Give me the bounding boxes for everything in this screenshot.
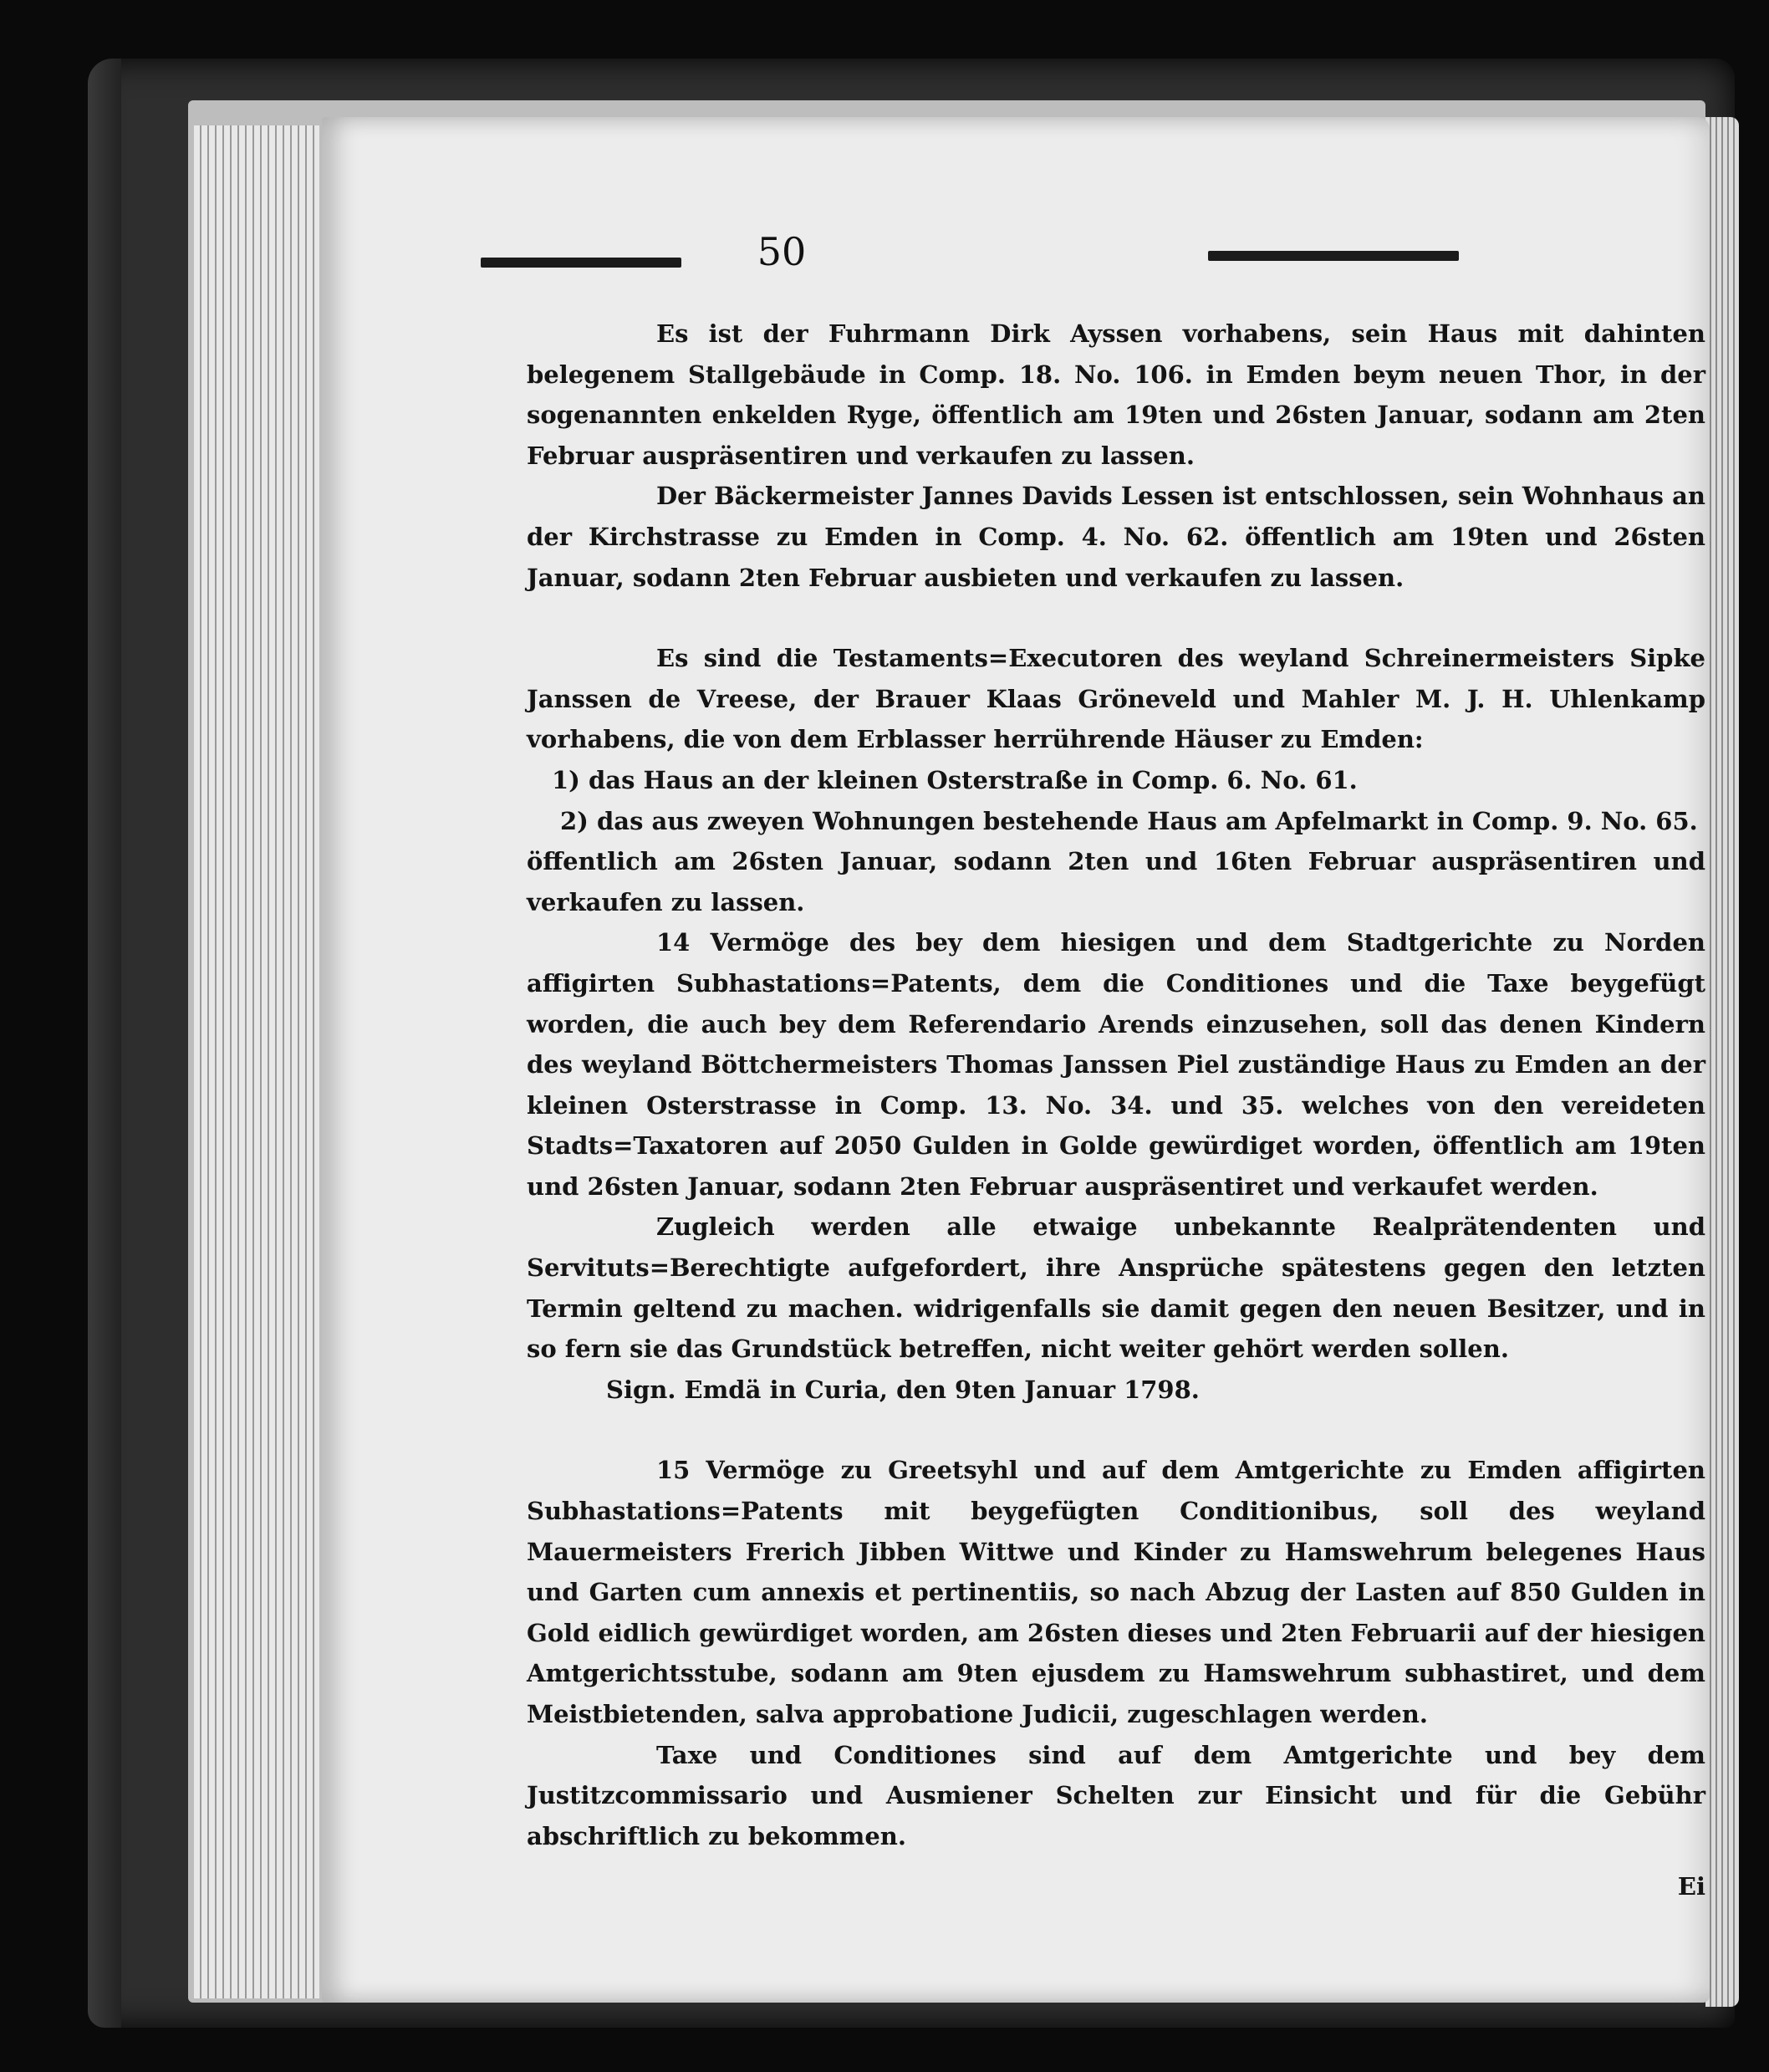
notice-14-creditors: Zugleich werden alle etwaige unbekannte Realprätendenten und Servituts=Berechtigte aufgefordert, ihre Ansprüche spätestens gegen den letzten Termin geltend zu machen. widrigenfalls sie damit gegen den neuen Besitzer, und in so fern sie das Grundstück betreffen, nicht weiter gehört werden sollen. xyxy=(527,1212,1705,1364)
signature-line: Sign. Emdä in Curia, den 9ten Januar 1798. xyxy=(606,1375,1200,1404)
header-rule-left xyxy=(481,258,681,268)
notice-testament-executors: Es sind die Testaments=Executoren des weyland Schreinermeisters Sipke Janssen de Vreese, der Brauer Klaas Gröneveld und Mahler M. J. H. Uhlenkamp vorhabens, die von dem Erblasser herrührende Häuser zu Emden: xyxy=(527,644,1705,754)
page-number: 50 xyxy=(757,229,807,274)
notice-15-subhastation: 15 Vermöge zu Greetsyhl und auf dem Amtgerichte zu Emden affigirten Subhastations=Patents mit beygefügten Conditionibus, soll des weyland Mauermeisters Frerich Jibben Wittwe und Kinder zu Hamswehrum belegenes Haus und Garten cum annexis et pertinentiis, so nach Abzug der Lasten auf 850 Gulden in Gold eidlich gewürdiget worden, am 26sten dieses und 2ten Februarii auf der hiesigen Amtgerichtsstube, sodann am 9ten ejusdem zu Hamswehrum subhastiret, und dem Meistbietenden, salva approbatione Judicii, zugeschlagen werden. xyxy=(527,1456,1705,1728)
notice-15-conditions: Taxe und Conditiones sind auf dem Amtgerichte und bey dem Justitzcommissario und Ausmiener Schelten zur Einsicht und für die Gebühr abschriftlich zu bekommen. xyxy=(527,1740,1705,1850)
page-header xyxy=(481,226,1459,293)
catchword: Ei xyxy=(1677,1872,1705,1901)
left-page-edges xyxy=(194,125,319,1998)
notice-continuation: öffentlich am 26sten Januar, sodann 2ten und 16ten Februar auspräsentiren und verkaufen zu lassen. xyxy=(527,847,1705,916)
list-item: 2) das aus zweyen Wohnungen bestehende Haus am Apfelmarkt in Comp. 9. No. 65. xyxy=(560,806,1698,835)
page-body xyxy=(527,314,1705,1907)
header-rule-right xyxy=(1208,251,1459,261)
book-spine-edge xyxy=(88,59,121,2028)
list-item: 1) das Haus an der kleinen Osterstraße in Comp. 6. No. 61. xyxy=(552,765,1358,794)
right-page-edges xyxy=(1705,117,1739,2007)
notice-14-subhastation: 14 Vermöge des bey dem hiesigen und dem Stadtgerichte zu Norden affigirten Subhastations=Patents, dem die Conditiones und die Taxe beygefügt worden, die auch bey dem Referendario Arends einzusehen, soll das denen Kindern des weyland Böttchermeisters Thomas Janssen Piel zuständige Haus zu Emden an der kleinen Osterstrasse in Comp. 13. No. 34. und 35. welches von den vereideten Stadts=Taxatoren auf 2050 Gulden in Golde gewürdiget worden, öffentlich am 19ten und 26sten Januar, sodann 2ten Februar auspräsentiret und verkaufet werden. xyxy=(527,928,1705,1201)
notice-jannes-lessen: Der Bäckermeister Jannes Davids Lessen ist entschlossen, sein Wohnhaus an der Kirchstrasse zu Emden in Comp. 4. No. 62. öffentlich am 19ten und 26sten Januar, sodann 2ten Februar ausbieten und verkaufen zu lassen. xyxy=(527,482,1705,592)
notice-dirk-ayssen: Es ist der Fuhrmann Dirk Ayssen vorhabens, sein Haus mit dahinten belegenem Stallgebäude in Comp. 18. No. 106. in Emden beym neuen Thor, in der sogenannten enkelden Ryge, öffentlich am 19ten und 26sten Januar, sodann am 2ten Februar auspräsentiren und verkaufen zu lassen. xyxy=(527,319,1705,470)
